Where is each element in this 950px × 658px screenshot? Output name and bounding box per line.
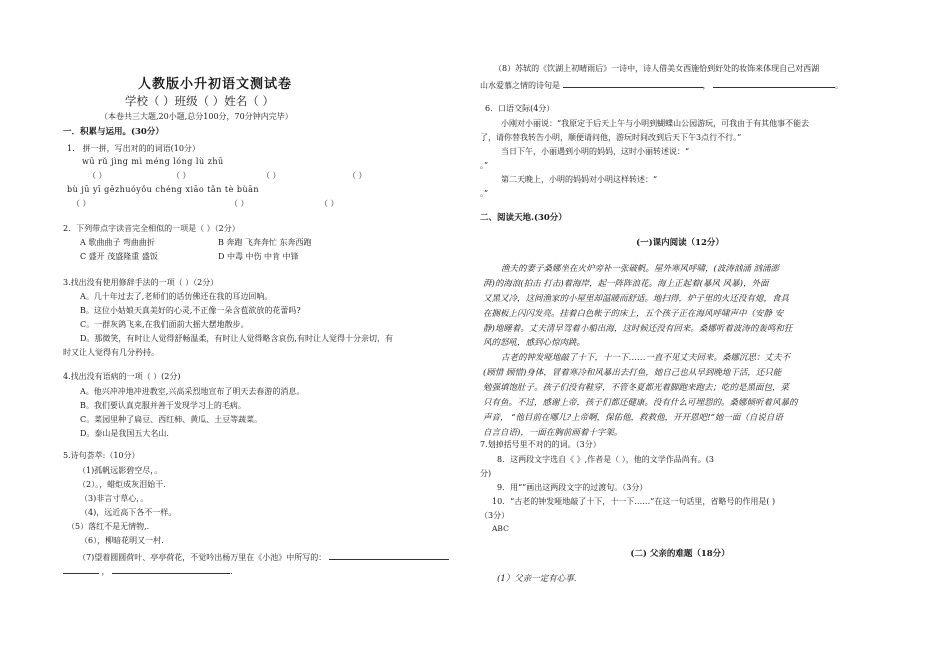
exam-note: （本卷共三大题,20小题,总分100分，70分钟内完毕） [100,112,293,121]
q4-option-d[interactable]: D。泰山是我国五大名山. [80,429,169,438]
q2-option-c[interactable]: C 盛开 茂盛隆重 盛饭 [80,252,158,261]
q5-item-3: （3)非言寸草心，。 [80,494,149,503]
subsection-2-heading: (二) 父亲的难题（18分） [630,549,730,559]
q5-item-7 [78,550,449,563]
passage-line: 勉强填饱肚子。孩子们没有鞋穿，不管冬夏都光着脚跑来跑去；吃的是黑面包，菜 [483,383,790,393]
q6-answer-2-end[interactable]: 。” [480,189,489,198]
q3-option-c[interactable]: C。一群灰鸽飞来,在我们面前大摇大摆地散步。 [80,320,249,329]
q5-item-6: （6），柳暗花明又一村. [80,536,164,545]
q1-pinyin-row2: bù jū yī gēzhuóyǒu chéng xiāo tǎn tè bùān [67,185,260,194]
q1-answer-box[interactable]: （ ） [320,199,339,208]
passage-line: 渔夫的妻子桑娜坐在火炉旁补一张破帆。屋外寒风呼啸，(波涛汹涌 汹涌澎 [501,264,780,274]
q1-answer-box[interactable]: （ ） [172,171,191,180]
q5-7-blank[interactable] [329,550,449,560]
q10-options[interactable]: ABC [492,524,509,533]
q6-scenario-line2: 了，请你替我转告小明，顺便请问他，游玩时间改到后天下午3点行不行。” [480,133,742,142]
q5-8-prompt: （8）苏轼的《饮湖上初晴雨后》一诗中，诗人借美女西施恰到好处的妆饰来体现自己对西湖 [494,64,820,73]
q6-situation-2: 第二天晚上，小明的妈妈对小明这样转述：“ [501,175,658,184]
q1-answer-box[interactable]: （ ） [88,171,107,180]
q5-item-7-text: （7)望着圆圆荷叶、亭亭荷花，不觉吟出杨万里在《小池》中所写的： [78,553,327,562]
q3-option-b[interactable]: B。这位小姑娘天真美好的心灵,不正像一朵含苞欲放的花蕾吗? [80,306,301,315]
passage-line: 只有鱼。不过，感谢上帝，孩子们都还健康。没有什么可埋怨的。桑娜倾听着风暴的 [483,397,798,408]
passage-line: 风的怒吼，感到心惊肉跳。 [483,338,586,349]
q5-7-blank[interactable] [63,564,99,574]
q4-option-b[interactable]: B。我们要认真克服并善于发现学习上的毛病。 [80,401,246,410]
q1-answer-box[interactable]: （ ） [230,199,249,208]
q5-prompt: 5.诗句荟萃:（10分） [63,451,140,460]
subsection-1-heading: (一)课内阅读（12分） [636,238,724,248]
q3-prompt: 3.找出没有使用修辞手法的一项（ ）（2分） [63,278,219,287]
passage-line: 在搁板上闪闪发亮。挂着白色帐子的床上，五个孩子正在海风呼啸声中（安静 安 [483,308,784,319]
q9-prompt: 9．用“”画出这两段文字的过渡句。（3分） [497,483,648,492]
q2-option-a[interactable]: A 歌曲曲子 弯曲曲折 [80,238,155,247]
q5-8-blank[interactable] [563,78,703,88]
q1-prompt: 1． 拼一拼，写出对的的词语(10分） [67,144,200,153]
q6-answer-1-end[interactable]: 。” [480,161,489,170]
q7-prompt: 7.划掉括号里不对的的词。（3分） [480,440,601,449]
q4-option-c[interactable]: C。菜园里种了扁豆、西红柿、黄瓜、土豆等蔬菜。 [80,415,263,424]
q6-situation-1: 当日下午，小丽遇到小明的妈妈，这时小丽转述说：“ [501,147,690,156]
q5-item-7-comma: ， [101,567,110,576]
student-info-line: 学校（ ）班级（ ）姓名（ ） [125,94,274,108]
passage-line: 静)地睡着。丈夫清早驾着小船出海，这时候还没有回来。桑娜听着波涛的轰鸣和狂 [483,323,793,334]
q1-pinyin-row1: wū rǔ jìng mì méng lóng lù zhū [82,157,224,166]
father-passage-para-1: (1）父亲一定有心事. [497,574,577,584]
q5-7-blank[interactable] [112,564,230,574]
q6-prompt: 6．口语交际(4分） [485,104,555,113]
q5-8-text: 山水爱慕之情的诗句是 [480,81,560,90]
q5-item-7-cont: ， . [63,564,233,577]
exam-title: 人教版小升初语文测试卷 [138,77,293,92]
q1-answer-box[interactable]: （ ） [262,171,281,180]
reading-passage [483,262,881,441]
q8-prompt: 8．这两段文字选自《 》,作者是（ ），他的文学作品尚有。(3 [497,455,714,464]
q5-item-4: （4)，远近高下各不一样。 [80,508,177,517]
q1-answer-box[interactable]: （ ） [348,171,367,180]
passage-line: 古老的钟发哑地敲了十下，十一下……一直不见丈夫回来。桑娜沉思：丈夫不 [501,353,791,364]
q4-option-a[interactable]: A。他兴冲冲地冲进教室,兴高采烈地宣布了明天去春游的消息。 [80,387,305,396]
q3-option-d-cont: 时又让人觉得有几分矜持。 [63,348,159,357]
passage-line: 湃)的海浪(拍击 打击)着海岸，起一阵阵浪花。海上正起着(暴风 风暴)，外面 [483,278,769,289]
q6-scenario-line1: 小刚对小丽说：“我原定于后天上午与小明到蝴蝶山公园游玩，可我由于有其他事不能去 [501,119,810,128]
q4-prompt: 4.找出没有语病的一项（ ）(2分) [63,372,181,381]
q5-item-2: （2）。，蜡炬成灰泪始干. [78,480,166,489]
q3-option-a[interactable]: A。几十年过去了,老师们的话仿佛还在我的耳边回响。 [80,292,273,301]
passage-line: 声音， “他目前在哪儿?上帝啊，保佑他，救救他，开开恩吧!”她一面（自说自语 [483,412,783,423]
passage-line: (顾惜 顾惜)身体，冒着寒冷和风暴出去打鱼，她自己也从早到晚地干活，还只能 [483,368,782,379]
section-1-heading: 一．积累与运用。(30分） [63,127,164,137]
q5-item-1: （1)孤帆远影碧空尽，。 [78,466,163,475]
q5-item-5: （5）落红不是无情物,. [67,522,150,531]
q8-cont: 分) [480,469,492,478]
q5-8-blank[interactable] [713,78,835,88]
passage-line: 自言自语)，一面在胸前画着十字架。 [483,427,623,438]
section-2-heading: 二、阅读天地.(30分） [480,213,567,223]
passage-line: 又黑又冷，这间渔家的小屋里却温暖而舒适。地扫得，炉子里的火还没有熄，食具 [483,293,790,304]
q2-prompt: 2．下列带点字读音完全相似的一项是（ ）（2分） [63,224,240,233]
q2-option-b[interactable]: B 奔跑 飞奔奔忙 东奔西跑 [218,238,312,247]
q3-option-d[interactable]: D。那微笑，有时让人觉得舒畅温柔，有时让人觉得略含哀伤,有时让人觉得十分亲切，有 [80,334,393,343]
q2-option-d[interactable]: D 中毒 中伤 中肯 中锋 [218,252,299,261]
q10-prompt: 10．“古老的钟发哑地敲了十下，十一下……”在这一句话里，省略号的作用是( ) [492,497,776,506]
q1-answer-box[interactable]: （ ） [72,199,91,208]
q5-8-line2: 山水爱慕之情的诗句是 ， 。 [480,78,843,91]
q10-cont: （3分） [480,511,510,520]
